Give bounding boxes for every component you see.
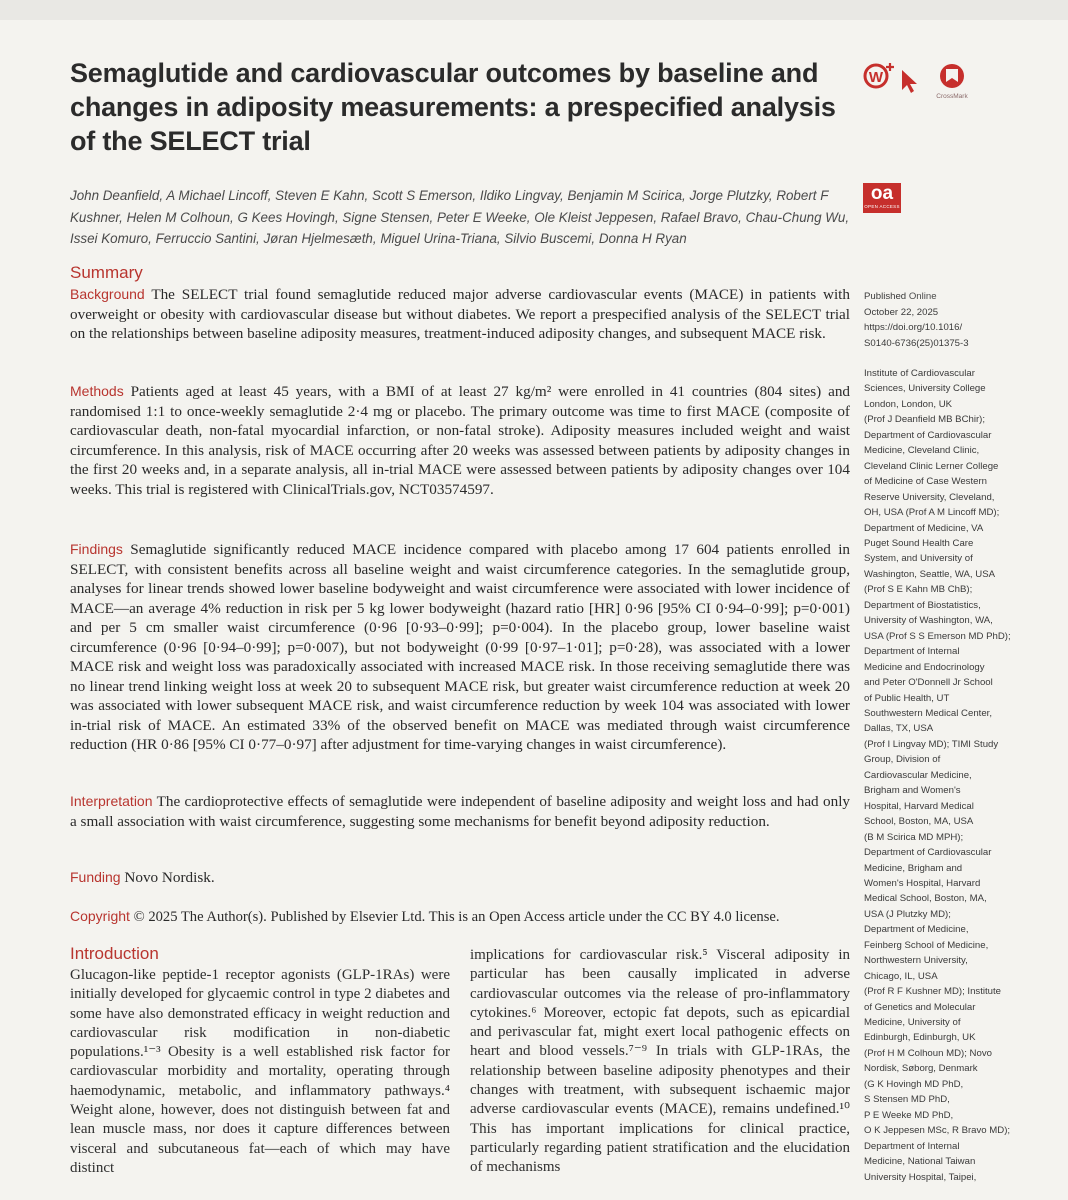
online-label: Online (908, 291, 937, 302)
cursor-icon (902, 70, 917, 93)
article-icons (862, 60, 992, 104)
background-label: Background (70, 286, 145, 302)
doi-line-2[interactable]: S0140-6736(25)01375-3 (864, 337, 969, 349)
abstract-funding (70, 868, 850, 888)
interpretation-label: Interpretation (70, 793, 153, 809)
doi-line-1[interactable]: https://doi.org/10.1016/ (864, 322, 963, 333)
open-access-label: OPEN ACCESS (864, 204, 900, 209)
methods-text: Patients aged at least 45 years, with a BMI of at least 27 kg/m² were enrolled in 41 countries (804 sites) and randomised 1:1 to once-weekly semaglutide 2·4 mg or placebo. The primary outcome was time to first MACE (composite of cardiovascular death, non-fatal myocardial infarction, or non-fatal stroke). Adiposity measures included weight and waist circumference. In this analysis, risk of MACE occurring after 20 weeks was assessed between patients by adiposity changes in the first 20 weeks and, in a separate analysis, all in-trial MACE were assessed between patients by adiposity changes over 104 weeks. This trial is registered with ClinicalTrials.gov, NCT03574597. (70, 383, 851, 498)
introduction-heading: Introduction (70, 944, 159, 963)
affiliations: Institute of Cardiovascular Sciences, University College London, London, UK (Prof J Deanfield MB BChir); Department of Cardiovascular Medicine, Cleveland Clinic, Cleveland Clinic Lerner College of Medicine of Case Western Reserve University, Cleveland, OH, USA (Prof A M Lincoff MD); Department of Medicine, VA Puget Sound Health Care System, and University of Washington, Seattle, WA, USA (Prof S E Kahn MB ChB); Department of Biostatistics, University of Washington, WA, USA (Prof S S Emerson MD PhD); Department of Internal Medicine and Endocrinology and Peter O'Donnell Jr School of Public Health, UT Southwestern Medical Center, Dallas, TX, USA (Prof I Lingvay MD); TIMI Study Group, Division of Cardiovascular Medicine, Brigham and Women's Hospital, Harvard Medical School, Boston, MA, USA (B M Scirica MD MPH); Department of Cardiovascular Medicine, Brigham and Women's Hospital, Harvard Medical School, Boston, MA, USA (J Plutzky MD); Department of Medicine, Feinberg School of Medicine, Northwestern University, Chicago, IL, USA (Prof R F Kushner MD); Institute of Genetics and Molecular Medicine, University of Edinburgh, Edinburgh, UK (Prof H M Colhoun MD); Novo Nordisk, Søborg, Denmark (G K Hovingh MD PhD, S Stensen MD PhD, P E Weeke MD PhD, O K Jeppesen MSc, R Bravo MD); Department of Internal Medicine, National Taiwan University Hospital, Taipei, (864, 368, 1011, 1183)
abstract-findings (70, 540, 850, 755)
article-tools-icons (862, 60, 992, 104)
introduction-column-1: Glucagon-like peptide-1 receptor agonists (GLP-1RAs) were initially developed for glycaemic control in type 2 diabetes and some have also demonstrated efficacy in weight reduction and cardiovascular risk modification in non-diabetic populations.¹⁻³ Obesity is a well established risk factor for cardiovascular morbidity and mortality, operating through haemodynamic, metabolic, and inflammatory pathways.⁴ Weight alone, however, does not distinguish between fat and lean muscle mass, nor does it capture differences between visceral and subcutaneous fat—each of which may have distinct (70, 967, 450, 1176)
abstract-copyright (70, 907, 850, 928)
top-edge (0, 0, 1068, 20)
svg-text:W: W (868, 69, 884, 86)
copyright-text: © 2025 The Author(s). Published by Elsevier Ltd. This is an Open Access article under the CC BY 4.0 license. (133, 909, 780, 925)
open-access-badge (863, 183, 901, 213)
published-label: Published (864, 291, 907, 302)
open-access-logo-text: oa (870, 183, 894, 204)
background-text: The SELECT trial found semaglutide reduced major adverse cardiovascular events (MACE) in patients with overweight or obesity with cardiovascular disease but without diabetes. We report a prespecified analysis of the SELECT trial on the relationships between baseline adiposity measures, treatment-induced adiposity changes, and subsequent MACE risk. (70, 286, 850, 342)
abstract-methods (70, 382, 850, 499)
crossmark-label: CrossMark (936, 93, 968, 100)
findings-label: Findings (70, 541, 123, 557)
introduction-column-2: implications for cardiovascular risk.⁵ Visceral adiposity in particular has been causally implicated in adverse cardiovascular outcomes via the release of pro-inflammatory cytokines.⁶ Moreover, ectopic fat depots, such as epicardial and perivascular fat, might exert local pathogenic effects on heart and blood vessels.⁷⁻⁹ In trials with GLP-1RAs, the relationship between baseline adiposity phenotypes and their changes with treatment, with subsequent ischaemic major adverse cardiovascular events (MACE), remains undefined.¹⁰ This has important implications for clinical practice, particularly regarding patient stratification and the elucidation of mechanisms (470, 947, 850, 1176)
abstract-interpretation (70, 792, 850, 831)
funding-text: Novo Nordisk. (124, 869, 215, 886)
summary-heading: Summary (70, 263, 143, 282)
add-to-library-icon[interactable] (865, 63, 894, 87)
interpretation-text: The cardioprotective effects of semaglutide were independent of baseline adiposity and weight loss and had only a small association with waist circumference, suggesting some mechanisms for benefit beyond adiposity reduction. (70, 793, 851, 830)
published-line (864, 289, 1014, 305)
funding-label: Funding (70, 869, 121, 885)
methods-label: Methods (70, 383, 124, 399)
publication-info (864, 289, 1014, 351)
findings-text: Semaglutide significantly reduced MACE incidence compared with placebo among 17 604 patients enrolled in SELECT, with consistent benefits across all baseline weight and waist circumference categories. In the semaglutide group, analyses for linear trends showed lower baseline bodyweight and waist circumference were associated with lower incidence of MACE—an average 4% reduction in risk per 5 kg lower bodyweight (hazard ratio [HR] 0·96 [95% CI 0·94–0·99]; p=0·001) and per 5 cm smaller waist circumference (0·96 [0·93–0·99]; p=0·004). In the placebo group, lower baseline waist circumference (0·96 [0·94–0·99]; p=0·007), but not bodyweight (0·99 [0·97–1·01]; p=0·28), was associated with a lower MACE risk and weight loss was paradoxically associated with increased MACE risk. In those receiving semaglutide there was no linear trend linking weight loss at week 20 to subsequent MACE risk, but greater waist circumference reduction at week 20 was associated with lower subsequent MACE risk, and waist circumference reduction by week 104 was associated with lower in-trial risk of MACE. An estimated 33% of the observed benefit on MACE was mediated through waist circumference reduction (HR 0·86 [95% CI 0·77–0·97] after adjustment for time-varying changes in waist circumference). (70, 541, 851, 753)
article-title: Semaglutide and cardiovascular outcomes by baseline and changes in adiposity measurements: a prespecified analysis of the SELECT trial (70, 58, 836, 156)
author-list: John Deanfield, A Michael Lincoff, Steven E Kahn, Scott S Emerson, Ildiko Lingvay, Benjamin M Scirica, Jorge Plutzky, Robert F Kushner, Helen M Colhoun, G Kees Hovingh, Signe Stensen, Peter E Weeke, Ole Kleist Jeppesen, Rafael Bravo, Chau-Chung Wu, Issei Komuro, Ferruccio Santini, Jøran Hjelmesæth, Miguel Urina-Triana, Silvio Buscemi, Donna H Ryan (70, 188, 850, 246)
crossmark-icon[interactable] (936, 64, 968, 100)
copyright-label: Copyright (70, 908, 130, 924)
published-date: October 22, 2025 (864, 306, 939, 318)
abstract-background (70, 285, 850, 344)
